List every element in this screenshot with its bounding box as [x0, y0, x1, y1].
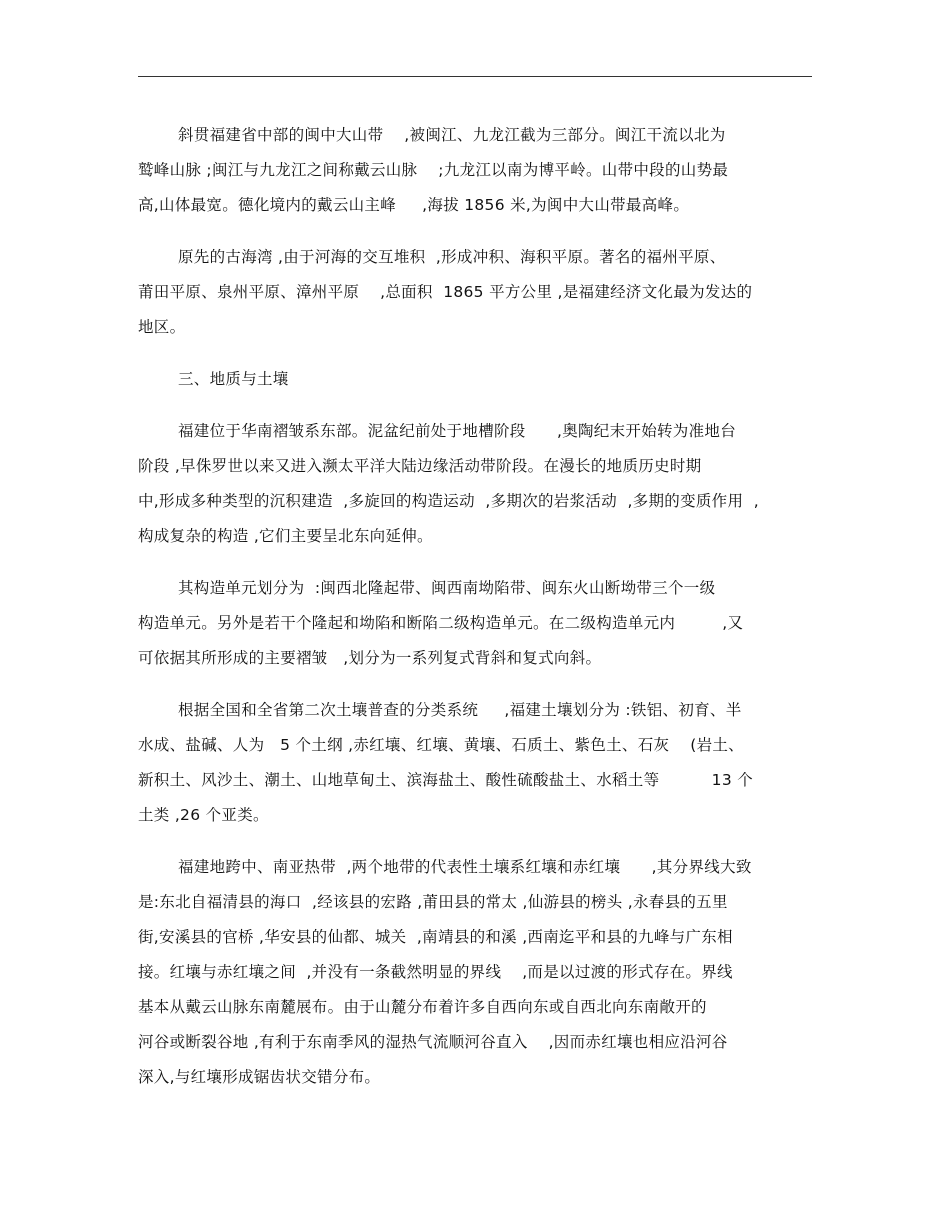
text-line: 中,形成多种类型的沉积建造 ,多旋回的构造运动 ,多期次的岩浆活动 ,多期的变质作用 , — [138, 492, 759, 510]
paragraph-geology — [138, 414, 828, 554]
text-line: 接。红壤与赤红壤之间 ,并没有一条截然明显的界线 ,而是以过渡的形式存在。界线 — [138, 963, 733, 981]
text-line: 土类 ,26 个亚类。 — [138, 806, 269, 824]
text-line: 斜贯福建省中部的闽中大山带 ,被闽江、九龙江截为三部分。闽江干流以北为 — [178, 126, 726, 144]
section-heading — [138, 362, 828, 397]
text-line: 福建地跨中、南亚热带 ,两个地带的代表性土壤系红壤和赤红壤 ,其分界线大致 — [178, 858, 752, 876]
text-line: 其构造单元划分为 :闽西北隆起带、闽西南坳陷带、闽东火山断坳带三个一级 — [178, 579, 716, 597]
text-line: 根据全国和全省第二次土壤普查的分类系统 ,福建土壤划分为 :铁铝、初育、半 — [178, 701, 742, 719]
paragraph-tectonic-units — [138, 571, 828, 676]
text-line: 可依据其所形成的主要褶皱 ,划分为一系列复式背斜和复式向斜。 — [138, 649, 602, 667]
paragraph-soil-boundary — [138, 850, 828, 1095]
text-line: 阶段 ,早侏罗世以来又进入濒太平洋大陆边缘活动带阶段。在漫长的地质历史时期 — [138, 457, 702, 475]
header-rule — [138, 76, 812, 77]
text-line: 构成复杂的构造 ,它们主要呈北东向延伸。 — [138, 527, 433, 545]
text-line: 新积土、风沙土、潮土、山地草甸土、滨海盐土、酸性硫酸盐土、水稻土等 13 个 — [138, 771, 754, 789]
paragraph-mountain-belt — [138, 118, 828, 223]
text-line: 地区。 — [138, 318, 186, 336]
document-body — [138, 118, 828, 1112]
text-line: 水成、盐碱、人为 5 个土纲 ,赤红壤、红壤、黄壤、石质土、紫色土、石灰 (岩土、 — [138, 736, 744, 754]
text-line: 河谷或断裂谷地 ,有利于东南季风的湿热气流顺河谷直入 ,因而赤红壤也相应沿河谷 — [138, 1033, 728, 1051]
text-line: 莆田平原、泉州平原、漳州平原 ,总面积 1865 平方公里 ,是福建经济文化最为发达的 — [138, 283, 753, 301]
text-line: 街,安溪县的官桥 ,华安县的仙都、城关 ,南靖县的和溪 ,西南迄平和县的九峰与广东相 — [138, 928, 733, 946]
text-line: 是:东北自福清县的海口 ,经该县的宏路 ,莆田县的常太 ,仙游县的榜头 ,永春县的五里 — [138, 893, 728, 911]
paragraph-plains — [138, 240, 828, 345]
text-line: 鹫峰山脉 ;闽江与九龙江之间称戴云山脉 ;九龙江以南为博平岭。山带中段的山势最 — [138, 161, 729, 179]
text-line: 高,山体最宽。德化境内的戴云山主峰 ,海拔 1856 米,为闽中大山带最高峰。 — [138, 196, 690, 214]
text-line: 构造单元。另外是若干个隆起和坳陷和断陷二级构造单元。在二级构造单元内 ,又 — [138, 614, 744, 632]
section-heading-text: 三、地质与土壤 — [178, 370, 289, 388]
text-line: 基本从戴云山脉东南麓展布。由于山麓分布着许多自西向东或自西北向东南敞开的 — [138, 998, 707, 1016]
text-line: 原先的古海湾 ,由于河海的交互堆积 ,形成冲积、海积平原。著名的福州平原、 — [178, 248, 726, 266]
text-line: 福建位于华南褶皱系东部。泥盆纪前处于地槽阶段 ,奥陶纪末开始转为准地台 — [178, 422, 736, 440]
paragraph-soil-classification — [138, 693, 828, 833]
text-line: 深入,与红壤形成锯齿状交错分布。 — [138, 1068, 381, 1086]
